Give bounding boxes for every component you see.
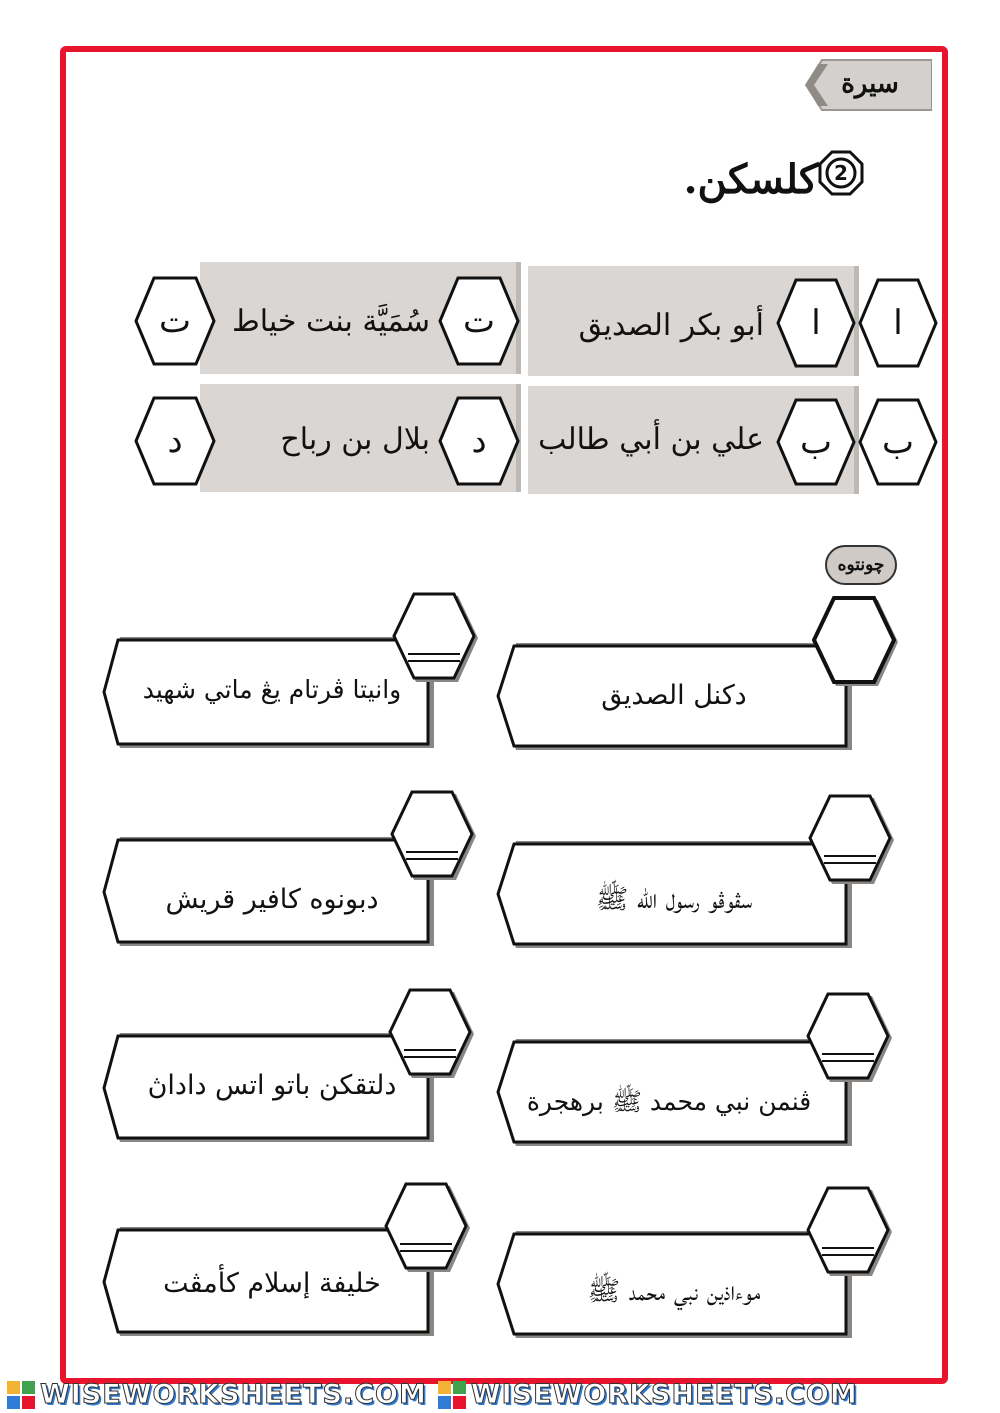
answer-hex-4[interactable] <box>390 788 480 884</box>
letter-hex-t-outer[interactable] <box>134 276 216 366</box>
letter-b: ب <box>800 422 833 462</box>
brand-logo-icon <box>437 1380 467 1410</box>
answer-hex-5[interactable] <box>806 990 896 1086</box>
option-name-t: سُمَيَّة بنت خياط <box>231 304 430 339</box>
footer-brand-text-1: WISEWORKSHEETS.COM <box>40 1379 427 1410</box>
brand-logo-icon <box>6 1380 36 1410</box>
answer-hex-6[interactable] <box>388 986 478 1082</box>
statement-text-8: خليفة إسلام كأمڤت <box>163 1268 381 1299</box>
letter-hex-d[interactable] <box>438 396 520 486</box>
answer-hex-7[interactable] <box>806 1184 896 1280</box>
option-name-d: بلال بن رباح <box>280 422 430 457</box>
letter-hex-a-outer[interactable] <box>858 278 938 368</box>
footer-brand-2[interactable] <box>437 1379 858 1410</box>
letter-t: ت <box>463 301 496 341</box>
letter-hex-d-outer[interactable] <box>134 396 216 486</box>
letter-d: د <box>471 421 487 461</box>
footer-brand-text-2: WISEWORKSHEETS.COM <box>470 1379 858 1410</box>
statement-text-7: موءاذين نبي محمد ﷺ <box>587 1276 761 1307</box>
footer-brand-1[interactable] <box>6 1379 427 1410</box>
statement-text-1: دكنل الصديق <box>601 680 747 711</box>
statement-text-2: وانيتا ڤرتام يڠ ماتي شهيد <box>142 675 402 704</box>
option-name-a: أبو بكر الصديق <box>578 308 764 343</box>
letter-d-outer: د <box>167 421 183 461</box>
answer-hex-3[interactable] <box>808 792 898 888</box>
answer-hex-8[interactable] <box>384 1180 474 1276</box>
statement-text-6: دلتقكن باتو اتس داداڽ <box>147 1070 397 1101</box>
statement-text-3: سڤوڤو رسول الله ﷺ <box>595 884 753 915</box>
letter-a: ا <box>811 303 821 343</box>
letter-hex-a[interactable] <box>776 278 856 368</box>
section-label: سيرة <box>841 69 899 99</box>
answer-hex-1[interactable] <box>812 594 902 690</box>
statement-text-4: دبونوه كافير قريش <box>165 884 379 915</box>
statement-text-5: ڤنمن نبي محمد ﷺ برهجرة <box>526 1087 812 1116</box>
footer-brand-bar <box>0 1376 1000 1413</box>
example-badge: چونتوه <box>837 555 885 575</box>
option-name-b: علي بن أبي طالب <box>538 422 764 457</box>
letter-hex-b[interactable] <box>776 398 856 486</box>
letter-b-outer: ب <box>882 422 915 462</box>
letter-hex-b-outer[interactable] <box>858 398 938 486</box>
letter-hex-t[interactable] <box>438 276 520 366</box>
letter-t-outer: ت <box>159 301 192 341</box>
question-title: كلسكن. <box>683 156 818 203</box>
answer-hex-2[interactable] <box>392 590 482 686</box>
question-number: 2 <box>834 161 848 185</box>
letter-a-outer: ا <box>893 303 903 343</box>
